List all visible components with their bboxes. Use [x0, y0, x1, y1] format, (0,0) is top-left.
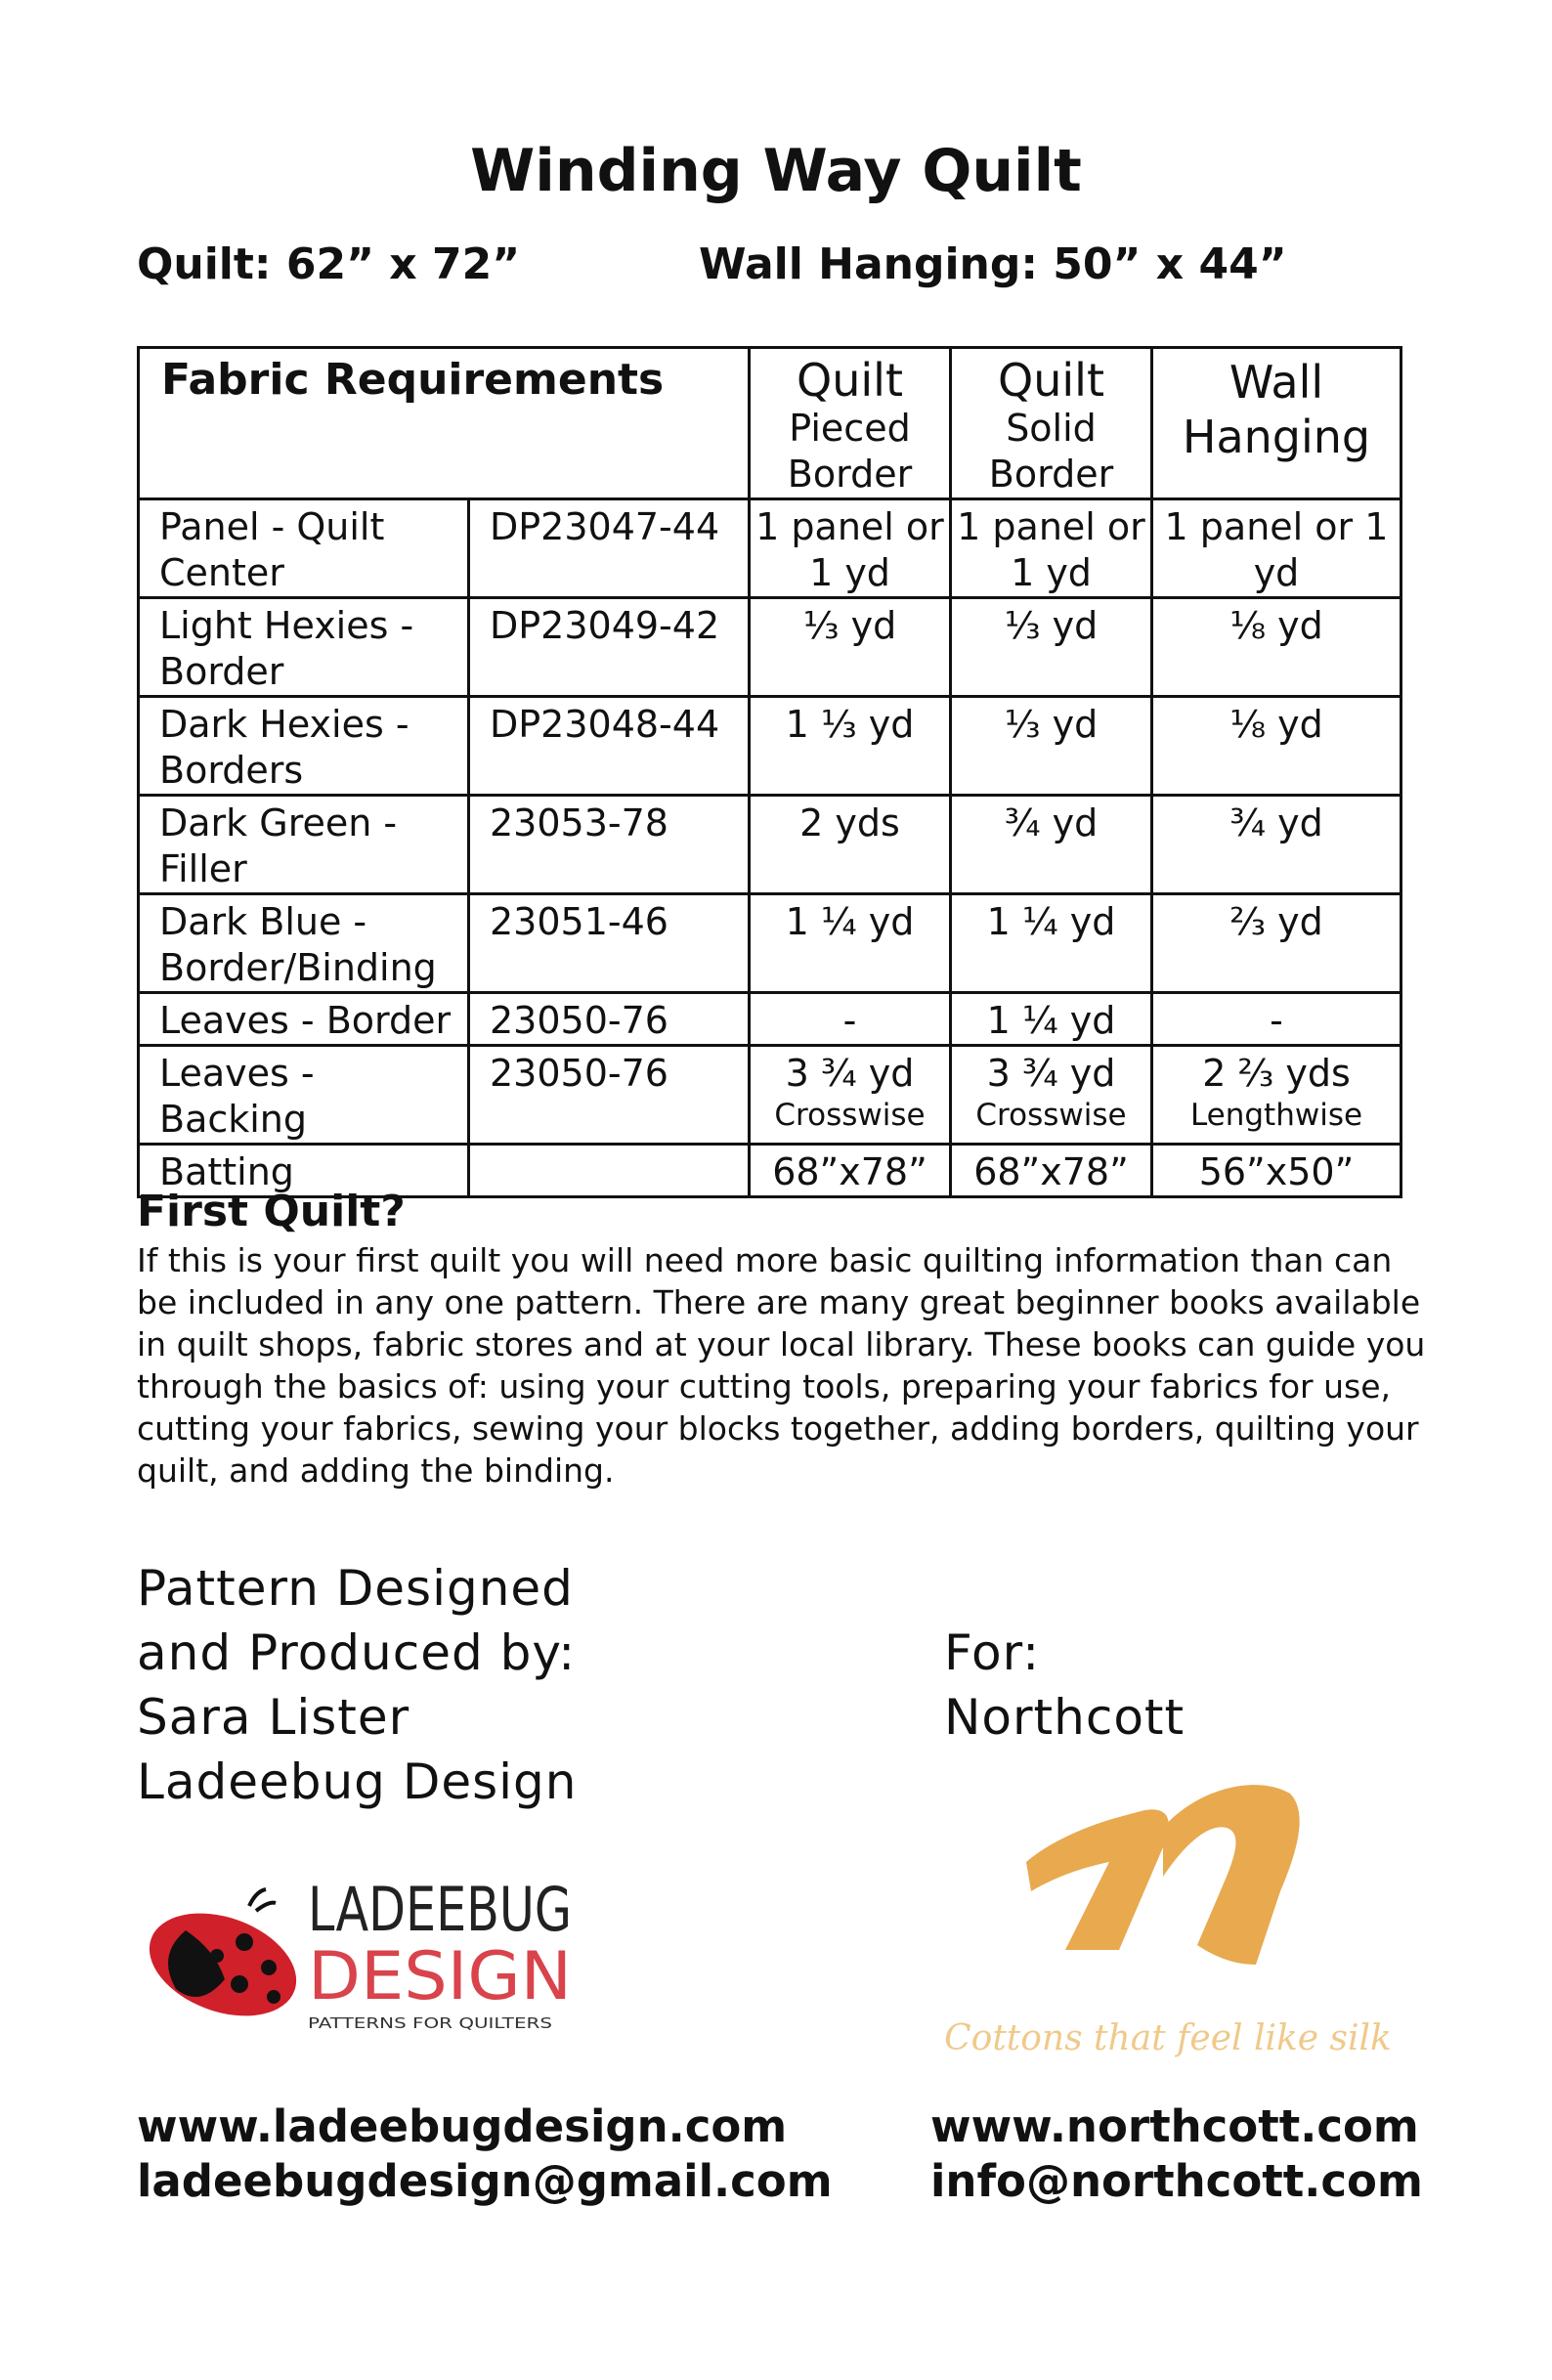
amount-wall: 1 panel or 1 yd	[1152, 499, 1401, 598]
amount-note: Crosswise	[774, 1098, 926, 1133]
page-title: Winding Way Quilt	[470, 137, 1082, 205]
table-row	[139, 894, 1401, 993]
column-label: Border	[787, 453, 913, 496]
amount-solid: 1 ¼ yd	[951, 894, 1152, 993]
table-header-row	[139, 348, 1401, 499]
amount-note: Lengthwise	[1189, 1098, 1363, 1133]
fabric-name: Dark Hexies - Borders	[139, 697, 469, 796]
fabric-code: DP23049-42	[469, 598, 750, 697]
amount-wall: ⅛ yd	[1152, 598, 1401, 697]
credit-line: Ladeebug Design	[137, 1753, 578, 1810]
amount-value: 2 ⅔ yds	[1202, 1052, 1351, 1095]
northcott-logo	[1016, 1769, 1300, 1979]
table-row	[139, 499, 1401, 598]
credit-line: For:	[944, 1624, 1041, 1681]
northcott-tagline: Cottons that feel like silk	[944, 2018, 1392, 2058]
fabric-requirements-table	[137, 346, 1402, 1198]
ladeebug-wordmark-top: LADEEBUG	[308, 1874, 572, 1945]
amount-note: Crosswise	[975, 1098, 1127, 1133]
credit-line: and Produced by:	[137, 1624, 577, 1681]
designer-contact	[137, 2099, 833, 2209]
fabric-name: Dark Green - Filler	[139, 796, 469, 894]
ladybug-body	[135, 1894, 310, 2035]
fabric-code: DP23047-44	[469, 499, 750, 598]
wall-hanging-size: Wall Hanging: 50” x 44”	[699, 239, 1287, 289]
fabric-name: Batting	[139, 1145, 469, 1197]
fabric-name: Light Hexies - Border	[139, 598, 469, 697]
column-wall-hanging	[1152, 348, 1401, 499]
ladeebug-logo	[147, 1862, 577, 2043]
amount-solid: 68”x78”	[951, 1145, 1152, 1197]
fabric-name: Leaves - Border	[139, 993, 469, 1046]
amount-wall: ¾ yd	[1152, 796, 1401, 894]
amount-pieced	[750, 1046, 951, 1145]
amount-solid: ⅓ yd	[951, 598, 1152, 697]
amount-wall: ⅔ yd	[1152, 894, 1401, 993]
column-label: Border	[988, 453, 1114, 496]
ladeebug-tagline: PATTERNS FOR QUILTERS	[308, 2014, 552, 2032]
table-row	[139, 1046, 1401, 1145]
manufacturer-email-link[interactable]: info@northcott.com	[930, 2155, 1423, 2207]
column-quilt-pieced-border	[750, 348, 951, 499]
amount-solid: 1 ¼ yd	[951, 993, 1152, 1046]
amount-wall: 56”x50”	[1152, 1145, 1401, 1197]
column-label: Quilt	[797, 354, 903, 407]
first-quilt-heading: First Quilt?	[137, 1187, 406, 1236]
amount-pieced: 2 yds	[750, 796, 951, 894]
designer-email-link[interactable]: ladeebugdesign@gmail.com	[137, 2155, 833, 2207]
ladybug-icon	[135, 1889, 310, 2035]
amount-wall	[1152, 1046, 1401, 1145]
amount-solid: 1 panel or 1 yd	[951, 499, 1152, 598]
table-row	[139, 796, 1401, 894]
amount-value: 3 ¾ yd	[785, 1052, 915, 1095]
credit-line: Northcott	[944, 1689, 1186, 1746]
amount-wall: ⅛ yd	[1152, 697, 1401, 796]
quilt-size: Quilt: 62” x 72”	[137, 239, 521, 289]
column-label: Solid	[1006, 407, 1097, 450]
amount-value: 3 ¾ yd	[986, 1052, 1116, 1095]
fabric-code	[469, 1145, 750, 1197]
amount-pieced: ⅓ yd	[750, 598, 951, 697]
amount-pieced: 1 ⅓ yd	[750, 697, 951, 796]
table-row	[139, 598, 1401, 697]
ladeebug-wordmark-bottom: DESIGN	[308, 1938, 572, 2015]
manufacturer-contact	[930, 2099, 1423, 2209]
manufacturer-website-link[interactable]: www.northcott.com	[930, 2100, 1419, 2152]
column-label: Quilt	[998, 354, 1104, 407]
fabric-code: 23050-76	[469, 1046, 750, 1145]
amount-pieced: 1 ¼ yd	[750, 894, 951, 993]
column-quilt-solid-border	[951, 348, 1152, 499]
credit-line: Pattern Designed	[137, 1560, 574, 1617]
designer-credit	[137, 1556, 577, 1814]
amount-solid: ¾ yd	[951, 796, 1152, 894]
table-row	[139, 993, 1401, 1046]
amount-pieced: 1 panel or 1 yd	[750, 499, 951, 598]
fabric-code: 23050-76	[469, 993, 750, 1046]
fabric-name: Leaves - Backing	[139, 1046, 469, 1145]
amount-pieced: 68”x78”	[750, 1145, 951, 1197]
fabric-code: DP23048-44	[469, 697, 750, 796]
fabric-name: Dark Blue - Border/Binding	[139, 894, 469, 993]
credit-line: Sara Lister	[137, 1689, 410, 1746]
fabric-requirements-heading: Fabric Requirements	[139, 348, 750, 499]
manufacturer-credit	[944, 1621, 1185, 1750]
first-quilt-paragraph: If this is your first quilt you will need more basic quilting information than can be included in any one pattern. There are many great beginner books available in quilt shops, fabric stores and at your local library. These books can guide you through the basics of: using your cutting tools, preparing your fabrics for use, cutting your fabrics, sewing your blocks together, adding borders, quilting your quilt, and adding the binding.	[137, 1241, 1426, 1490]
fabric-name: Panel - Quilt Center	[139, 499, 469, 598]
fabric-code: 23051-46	[469, 894, 750, 993]
column-label: Pieced	[789, 407, 911, 450]
amount-solid	[951, 1046, 1152, 1145]
table-row	[139, 697, 1401, 796]
column-label: Wall	[1229, 356, 1324, 409]
amount-wall: -	[1152, 993, 1401, 1046]
amount-solid: ⅓ yd	[951, 697, 1152, 796]
designer-website-link[interactable]: www.ladeebugdesign.com	[137, 2100, 788, 2152]
northcott-n-mark	[1026, 1785, 1300, 1965]
amount-pieced: -	[750, 993, 951, 1046]
fabric-code: 23053-78	[469, 796, 750, 894]
column-label: Hanging	[1182, 411, 1371, 463]
